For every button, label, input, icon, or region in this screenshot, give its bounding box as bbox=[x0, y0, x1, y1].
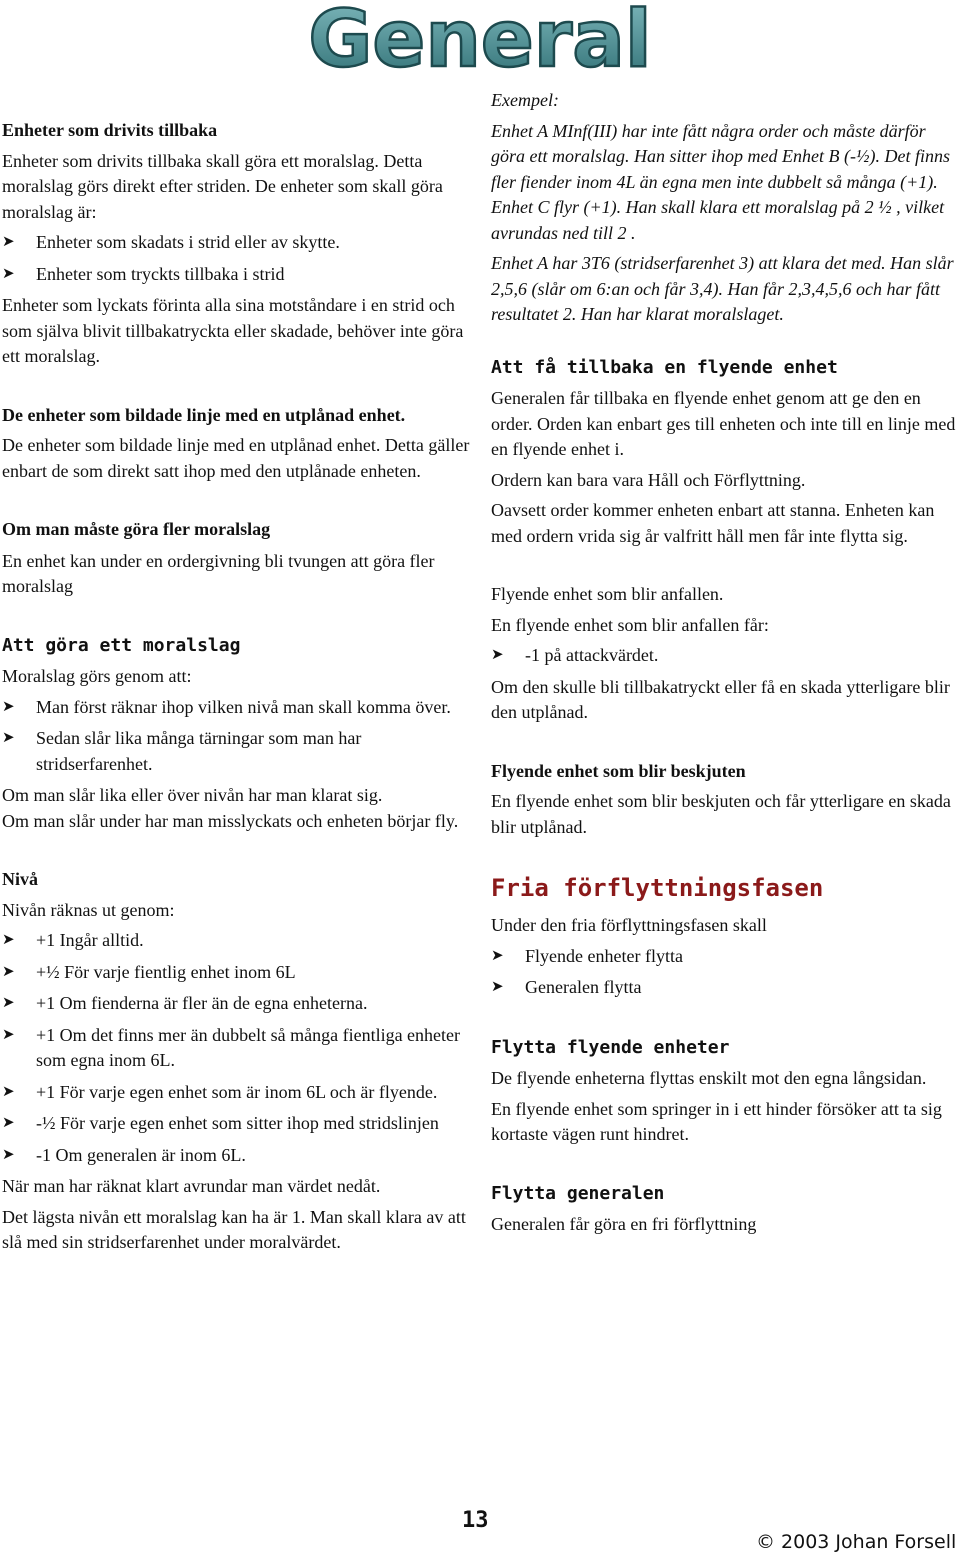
section-heading-major: Fria förflyttningsfasen bbox=[491, 874, 824, 902]
paragraph: Om man slår under har man misslyckats och enheten börjar fly. bbox=[2, 810, 459, 831]
paragraph: En flyende enhet som springer in i ett hinder försöker att ta sig kortaste vägen runt hindret. bbox=[491, 1098, 942, 1144]
page-number: 13 bbox=[462, 1508, 489, 1533]
arrow-bullet-icon: ➤ bbox=[2, 1115, 15, 1131]
page-title: General bbox=[308, 0, 652, 80]
list-item: ➤ Generalen flytta bbox=[491, 975, 959, 1001]
list-item: ➤ -½ För varje egen enhet som sitter ihop med stridslinjen bbox=[2, 1111, 470, 1137]
list-item: ➤ Flyende enheter flytta bbox=[491, 944, 959, 970]
example-paragraph: Enhet A MInf(III) har inte fått några order och måste därför göra ett moralslag. Han sitter ihop med Enhet B (-½). Det finns fler fiender inom 4L än egna men inte dubbelt så många (+1). Enhet C flyr (+1). Han skall klara ett moralslag på 2 ½ , vilket avrundas ned till 2 . bbox=[491, 120, 950, 243]
arrow-bullet-icon: ➤ bbox=[2, 1026, 15, 1043]
page-title-graphic bbox=[300, 0, 660, 80]
arrow-bullet-icon: ➤ bbox=[2, 932, 15, 948]
paragraph: Enheter som drivits tillbaka skall göra ett moralslag. Detta moralslag görs direkt efter striden. De enheter som skall göra moralslag är: bbox=[2, 150, 443, 222]
paragraph: Generalen får tillbaka en flyende enhet genom att ge den en order. Orden kan enbart ges till enheten och inte till en linje med en flyende enhet i. bbox=[491, 388, 956, 459]
arrow-bullet-icon: ➤ bbox=[491, 647, 504, 663]
paragraph: Nivån räknas ut genom: bbox=[2, 899, 175, 920]
arrow-bullet-icon: ➤ bbox=[2, 1083, 15, 1100]
section-heading: Att få tillbaka en flyende enhet bbox=[491, 356, 838, 378]
paragraph: De flyende enheterna flyttas enskilt mot den egna långsidan. bbox=[491, 1068, 927, 1088]
arrow-bullet-icon: ➤ bbox=[2, 698, 15, 715]
arrow-bullet-icon: ➤ bbox=[491, 947, 504, 964]
arrow-bullet-icon: ➤ bbox=[2, 730, 15, 746]
copyright-text: © 2003 Johan Forsell bbox=[756, 1531, 957, 1553]
paragraph: Enheter som lyckats förinta alla sina motståndare i en strid och som själva blivit tillbakatryckta eller skadade, behöver inte göra ett moralslag. bbox=[2, 295, 464, 366]
list-item: ➤ Man först räknar ihop vilken nivå man skall komma över. bbox=[2, 695, 470, 721]
section-heading: Nivå bbox=[2, 869, 38, 889]
paragraph: De enheter som bildade linje med en utplånad enhet. Detta gäller enbart de som direkt satt ihop med den utplånade enheten. bbox=[2, 435, 470, 481]
paragraph: Generalen får göra en fri förflyttning bbox=[491, 1214, 757, 1234]
paragraph: Under den fria förflyttningsfasen skall bbox=[491, 915, 767, 935]
section-heading: De enheter som bildade linje med en utplånad enhet. bbox=[2, 404, 406, 425]
paragraph: Flyende enhet som blir anfallen. bbox=[491, 584, 724, 604]
section-heading: Att göra ett moralslag bbox=[2, 634, 241, 656]
arrow-bullet-icon: ➤ bbox=[2, 265, 15, 282]
list-item: ➤ -1 Om generalen är inom 6L. bbox=[2, 1143, 470, 1169]
example-paragraph: Enhet A har 3T6 (stridserfarenhet 3) att klara det med. Han slår 2,5,6 (slår om 6:an och får 3,4). Han får 2,3,4,5,6 och har fått resultatet 2. Han har klarat moralslaget. bbox=[491, 253, 954, 324]
right-column bbox=[491, 88, 959, 1243]
bullet-list bbox=[2, 230, 470, 287]
arrow-bullet-icon: ➤ bbox=[491, 979, 504, 995]
example-label: Exempel: bbox=[491, 90, 559, 110]
bullet-list bbox=[2, 695, 470, 778]
section-heading: Flyende enhet som blir beskjuten bbox=[491, 760, 746, 781]
left-column bbox=[2, 118, 470, 1261]
list-item: ➤ -1 på attackvärdet. bbox=[491, 643, 959, 669]
list-item: ➤ +1 Ingår alltid. bbox=[2, 928, 470, 954]
list-item: ➤ +1 Om det finns mer än dubbelt så många fientliga enheter som egna inom 6L. bbox=[2, 1024, 461, 1070]
section-heading: Flytta generalen bbox=[491, 1182, 665, 1204]
arrow-bullet-icon: ➤ bbox=[2, 234, 15, 250]
list-item: ➤ Sedan slår lika många tärningar som man har stridserfarenhet. bbox=[2, 728, 362, 774]
paragraph: En flyende enhet som blir anfallen får: bbox=[491, 614, 769, 635]
paragraph: En flyende enhet som blir beskjuten och får ytterligare en skada blir utplånad. bbox=[491, 791, 951, 837]
paragraph: Det lägsta nivån ett moralslag kan ha är 1. Man skall klara av att slå med sin stridserfarenhet under moralvärdet. bbox=[2, 1206, 466, 1252]
list-item: ➤ +1 För varje egen enhet som är inom 6L och är flyende. bbox=[2, 1080, 470, 1106]
list-item: ➤ +½ För varje fientlig enhet inom 6L bbox=[2, 960, 470, 986]
section-heading: Enheter som drivits tillbaka bbox=[2, 120, 218, 140]
section-heading: Om man måste göra fler moralslag bbox=[2, 519, 271, 539]
paragraph: Oavsett order kommer enheten enbart att stanna. Enheten kan med ordern vrida sig år valfritt håll men får inte flytta sig. bbox=[491, 500, 935, 546]
bullet-list bbox=[2, 928, 470, 1168]
paragraph: En enhet kan under en ordergivning bli tvungen att göra fler moralslag bbox=[2, 550, 435, 596]
paragraph: Moralslag görs genom att: bbox=[2, 666, 192, 686]
list-item: ➤ Enheter som tryckts tillbaka i strid bbox=[2, 262, 470, 288]
arrow-bullet-icon: ➤ bbox=[2, 1146, 15, 1163]
paragraph: Ordern kan bara vara Håll och Förflyttning. bbox=[491, 469, 806, 490]
list-item: ➤ +1 Om fienderna är fler än de egna enheterna. bbox=[2, 991, 470, 1017]
paragraph: Om man slår lika eller över nivån har man klarat sig. bbox=[2, 785, 383, 805]
bullet-list bbox=[491, 643, 959, 669]
paragraph: Om den skulle bli tillbakatryckt eller få en skada ytterligare blir den utplånad. bbox=[491, 676, 950, 722]
list-item: ➤ Enheter som skadats i strid eller av skytte. bbox=[2, 230, 470, 256]
arrow-bullet-icon: ➤ bbox=[2, 995, 15, 1011]
arrow-bullet-icon: ➤ bbox=[2, 963, 15, 980]
paragraph: När man har räknat klart avrundar man värdet nedåt. bbox=[2, 1176, 381, 1196]
bullet-list bbox=[491, 944, 959, 1001]
section-heading: Flytta flyende enheter bbox=[491, 1036, 730, 1058]
